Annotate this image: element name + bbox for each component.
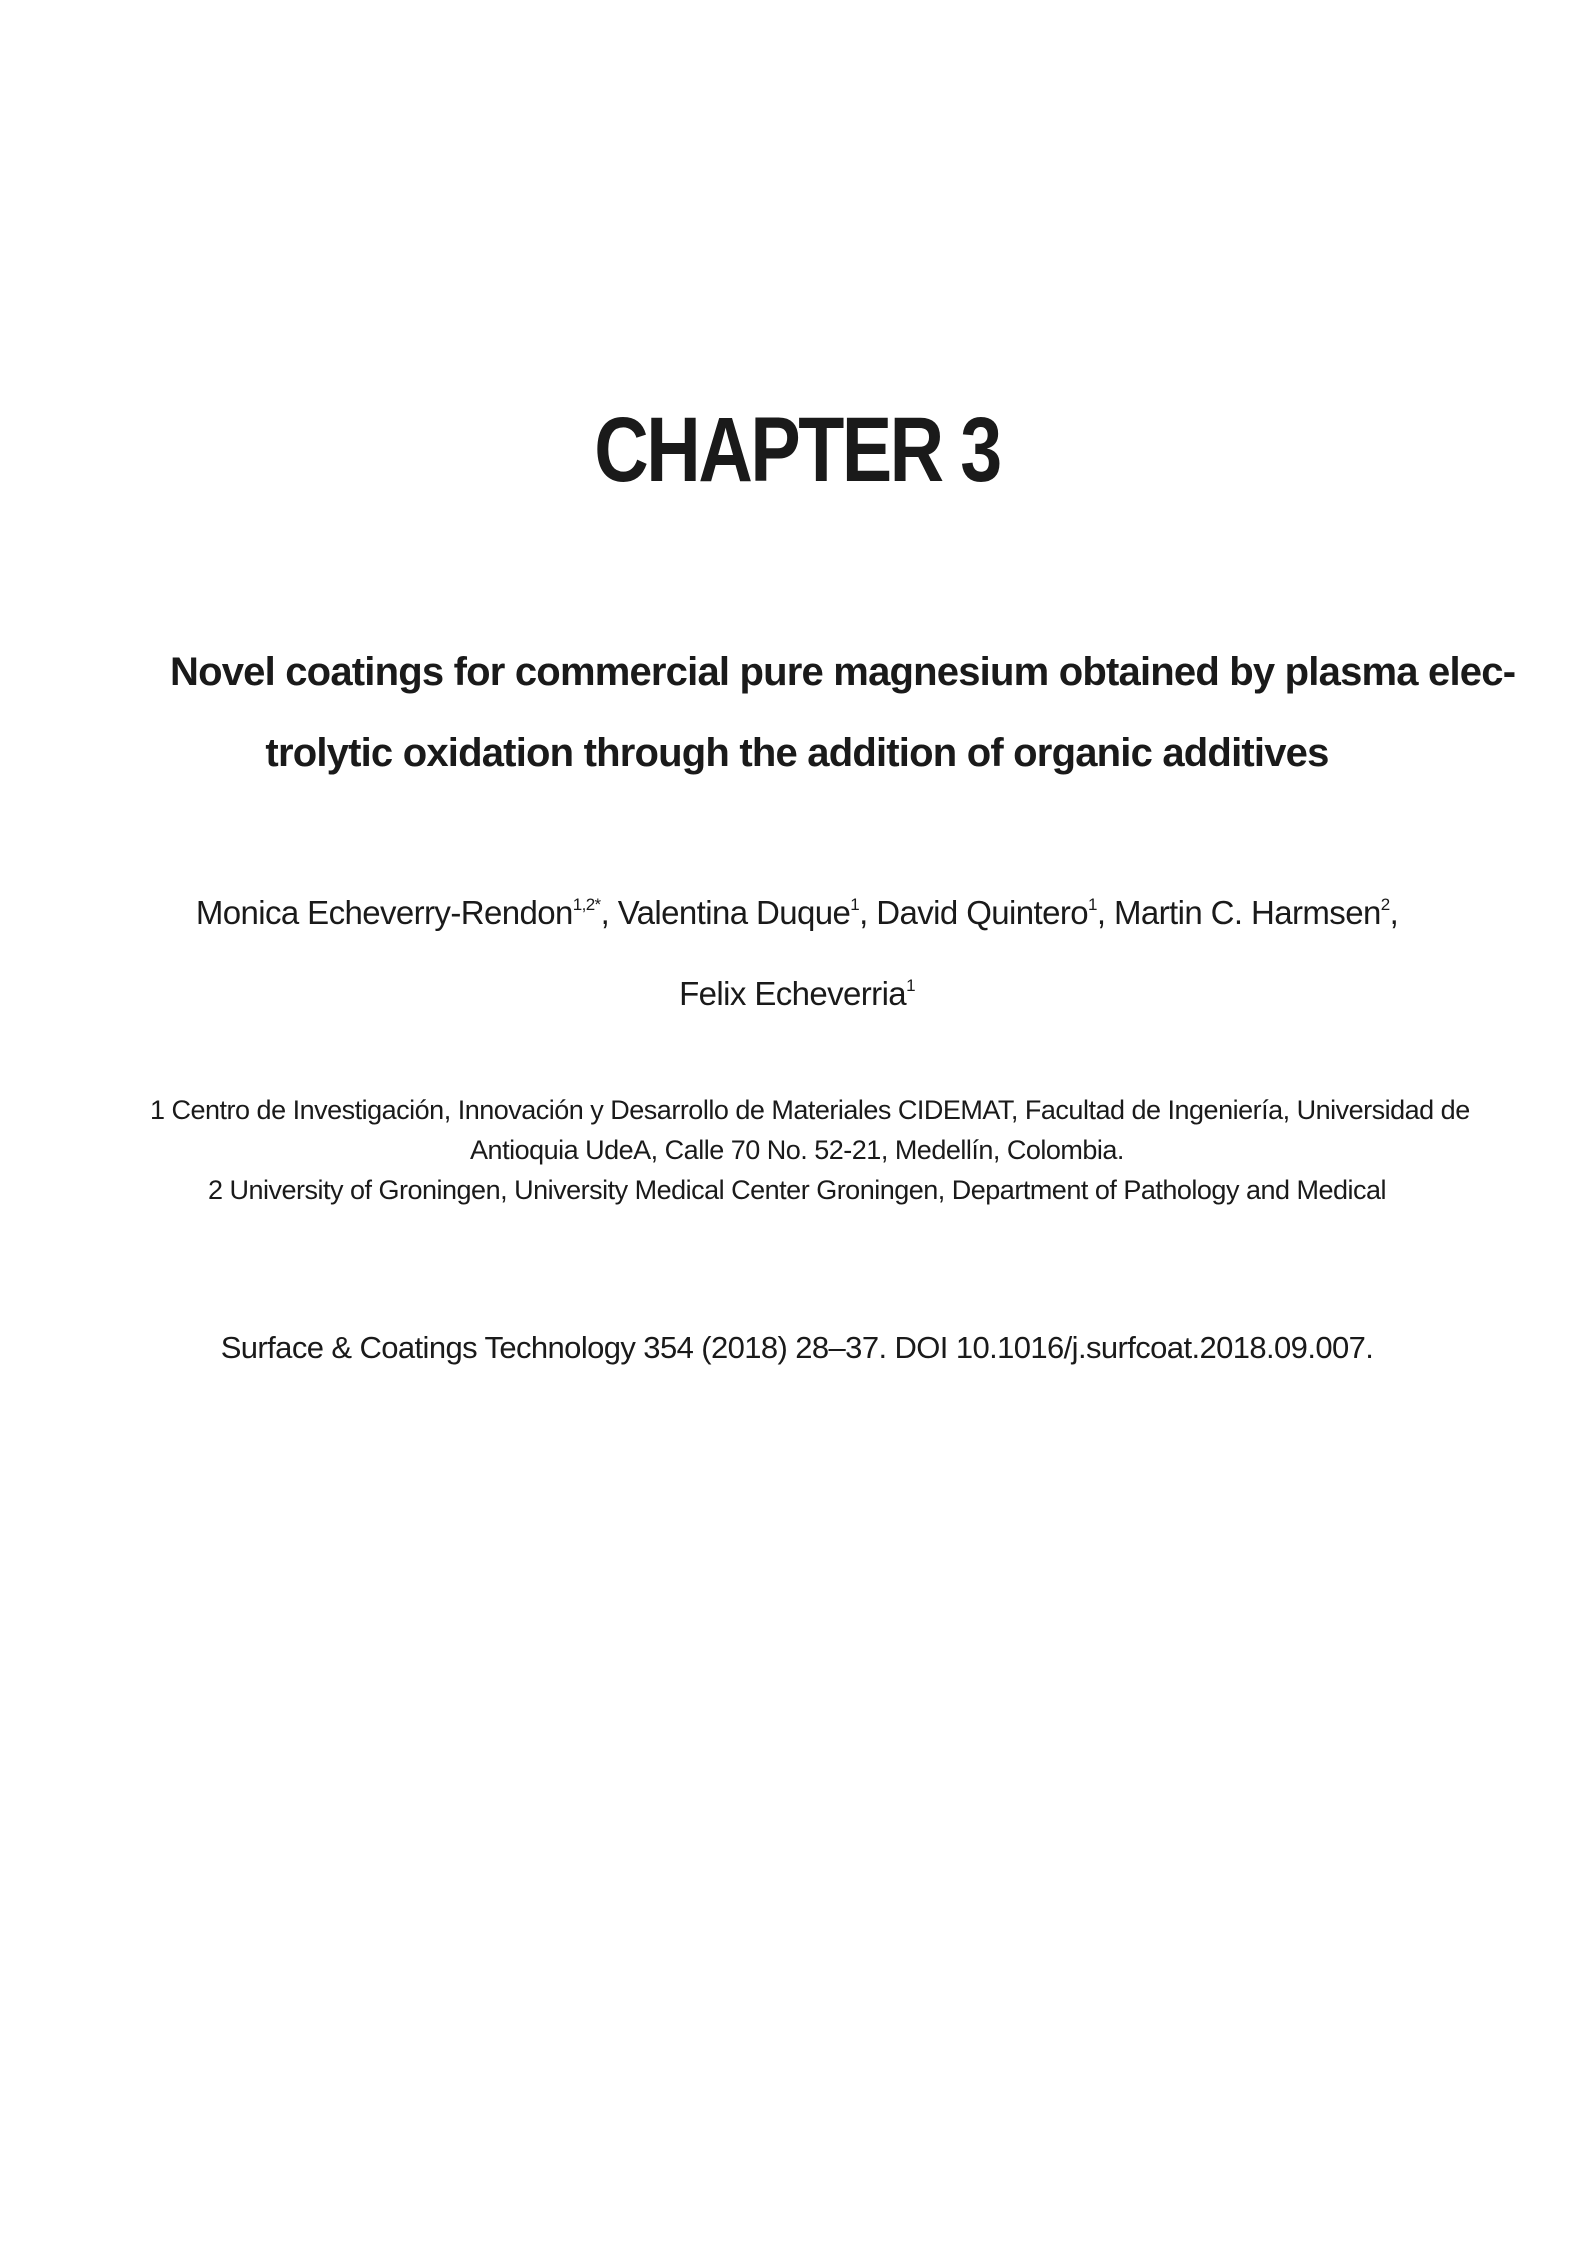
article-title-line: trolytic oxidation through the addition of organic additives (265, 731, 1329, 775)
chapter-heading: CHAPTER 3 (594, 399, 1000, 501)
article-title-line: Novel coatings for commercial pure magnesium obtained by plasma elec- (170, 650, 1516, 694)
author-list (120, 872, 1474, 1034)
affiliation-line: 2 University of Groningen, University Medical Center Groningen, Department of Pathology and Medical (207, 1175, 1387, 1205)
author-name: Felix Echeverria (679, 975, 907, 1012)
author-affiliation-mark: 1 (1088, 895, 1097, 914)
affiliation-line: Antioquia UdeA, Calle 70 No. 52-21, Medellín, Colombia. (470, 1135, 1124, 1165)
affiliations (150, 1090, 1470, 1210)
author-line (120, 953, 1474, 1034)
affiliation-line: 1 Centro de Investigación, Innovación y Desarrollo de Materiales CIDEMAT, Facultad de Ingeniería, Universidad de (150, 1095, 1470, 1125)
author-affiliation-mark: 2 (1380, 895, 1390, 914)
author-affiliation-mark: 1 (850, 895, 860, 914)
author-affiliation-mark: 1,2* (572, 895, 601, 914)
author-name: David Quintero (876, 894, 1089, 931)
author-line: Monica Echeverry-Rendon$^{1,2*}$, Valentina Duque$^1$, David Quintero$^1$, Martin C. Harmsen$^2$, (195, 894, 1399, 931)
author-name: Monica Echeverry-Rendon (195, 894, 573, 931)
author-name: Valentina Duque (617, 894, 851, 931)
author-affiliation-mark: 1 (906, 976, 915, 995)
author-name: Martin C. Harmsen (1114, 894, 1381, 931)
citation: Surface & Coatings Technology 354 (2018) 28–37. DOI 10.1016/j.surfcoat.2018.09.007. (220, 1330, 1374, 1365)
article-title (170, 632, 1516, 794)
